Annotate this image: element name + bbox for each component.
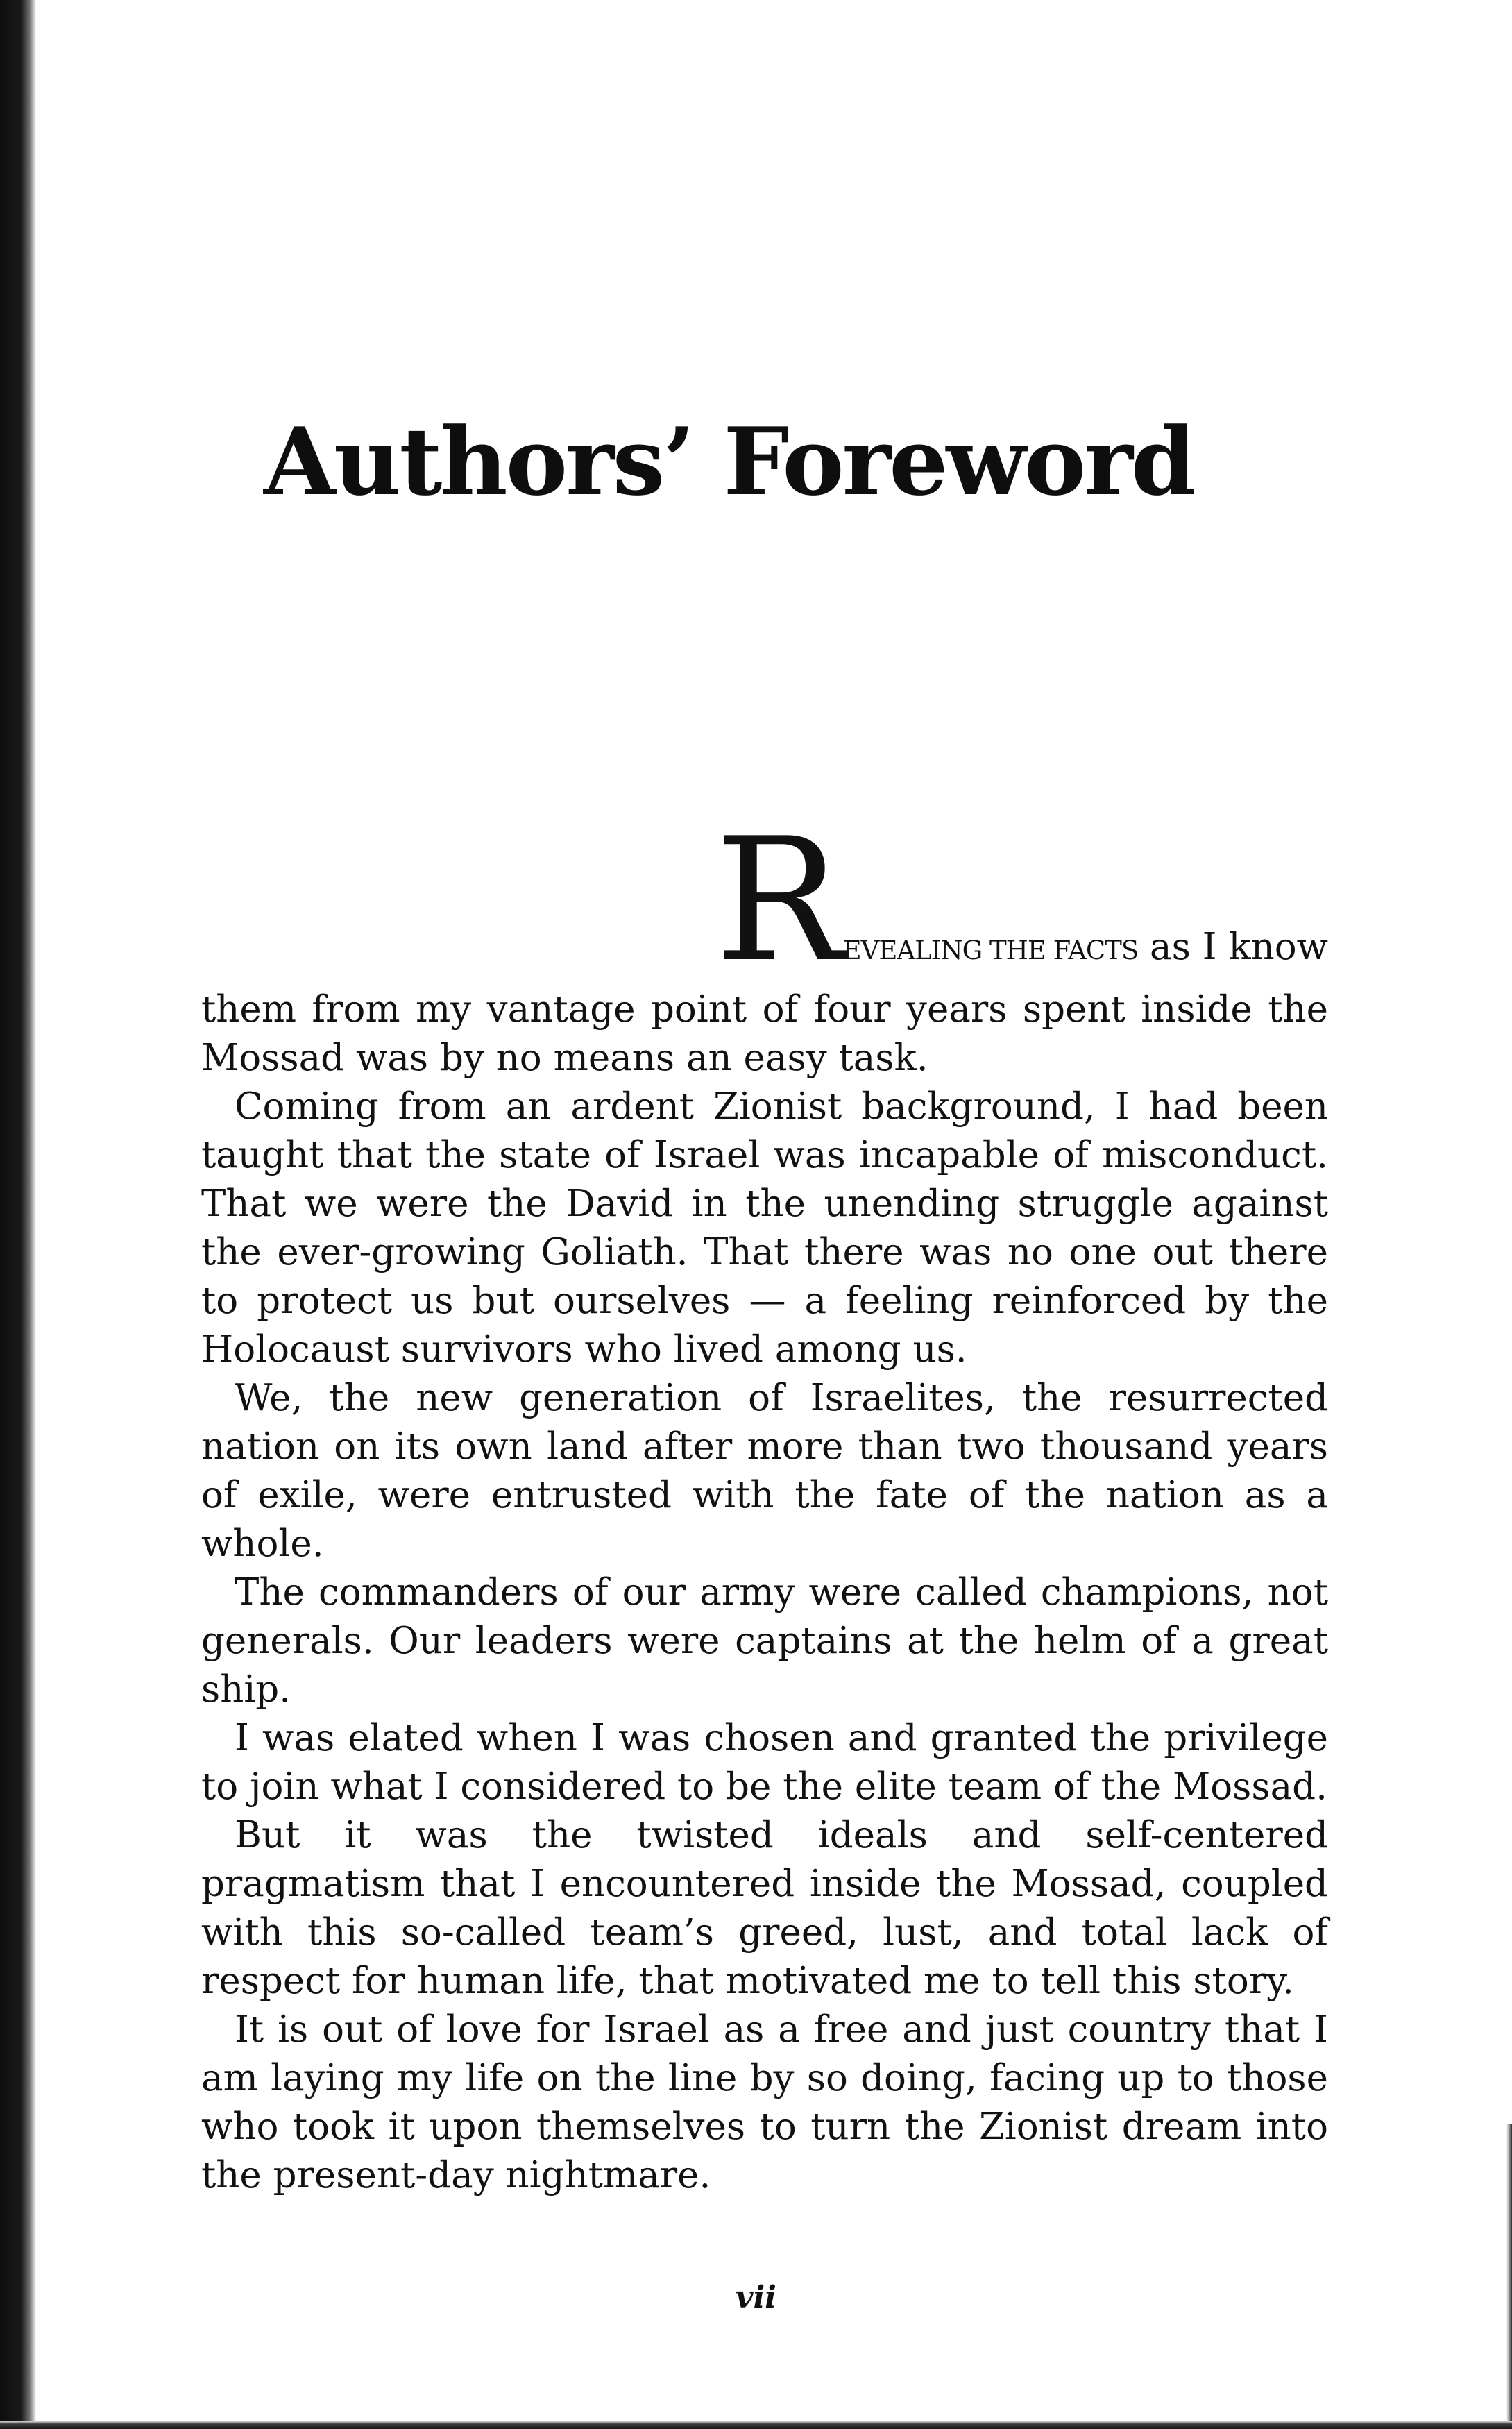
small-caps-lead: EVEALING THE FACTS [842, 936, 1139, 965]
paragraph: Coming from an ardent Zionist background, I had been taught that the state of Israel was incapable of misconduct. That we were the David in the unending struggle against the ever-growing Goliath. That there was no one out there to protect us but ourselves — a feeling reinforced by the Holocaust survivors who lived among us. [201, 1085, 1328, 1371]
body-text [201, 802, 1328, 2200]
paragraph: We, the new generation of Israelites, the resurrected nation on its own land after more than two thousand years of exile, were entrusted with the fate of the nation as a whole. [201, 1377, 1328, 1565]
scan-edge-mark [1506, 2124, 1512, 2422]
paragraph: The commanders of our army were called champions, not generals. Our leaders were captains at the helm of a great ship. [201, 1571, 1328, 1711]
first-line-rest: as I know [1138, 926, 1328, 968]
opening-continuation: them from my vantage point of four years spent inside the Mossad was by no means an easy task. [201, 988, 1328, 1079]
page-number: vii [736, 2280, 776, 2315]
opening-line [201, 802, 1328, 999]
scan-binding-edge [0, 0, 36, 2429]
paragraph: It is out of love for Israel as a free and just country that I am laying my life on the line by so doing, facing up to those who took it upon themselves to turn the Zionist dream into the present-day nightmare. [201, 2008, 1328, 2197]
page-title: Authors’ Foreword [264, 407, 1194, 516]
scan-bottom-edge [0, 2421, 1512, 2429]
drop-cap: R [715, 802, 843, 999]
paragraph: I was elated when I was chosen and granted the privilege to join what I considered to be the elite team of the Mossad. [201, 1717, 1328, 1808]
paragraph: But it was the twisted ideals and self-centered pragmatism that I encountered inside the Mossad, coupled with this so-called team’s greed, lust, and total lack of respect for human life, that motivated me to tell this story. [201, 1814, 1328, 2002]
